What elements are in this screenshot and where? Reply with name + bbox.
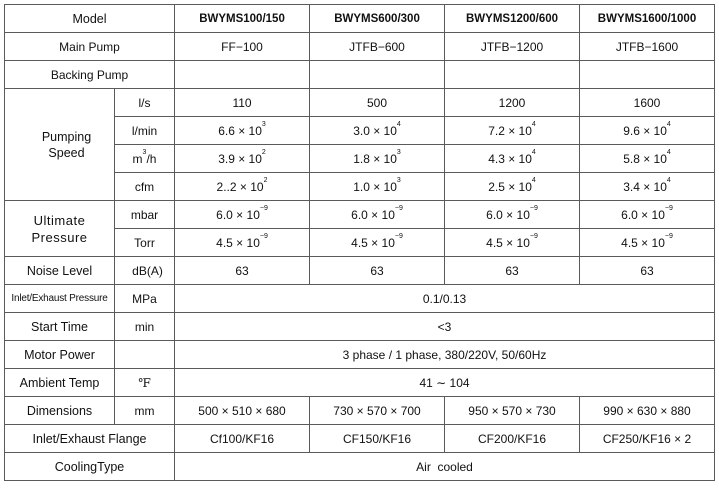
flange-value: CF200/KF16 [445,425,580,453]
pressure-value: $6.0 \times 10^{-9}$ [580,201,715,229]
inlet-exhaust-flange-row [5,425,715,453]
speed-value: $3.9 \times 10^2$ [175,145,310,173]
pumping-speed-label: Pumping Speed [5,89,115,201]
model-label: Model [5,5,175,33]
speed-value: 500 [310,89,445,117]
speed-value: $7.2 \times 10^4$ [445,117,580,145]
dimensions-value: 990 × 630 × 880 [580,397,715,425]
backing-pump-value [175,61,310,89]
speed-value: $1.0 \times 10^3$ [310,173,445,201]
flange-value: CF150/KF16 [310,425,445,453]
inlet-exhaust-pressure-label: Inlet/Exhaust Pressure [5,285,115,313]
main-pump-value: JTFB−1600 [580,33,715,61]
speed-value: 1600 [580,89,715,117]
ambient-temp-label: Ambient Temp [5,369,115,397]
ultimate-pressure-label: Ultimate Pressure [5,201,115,257]
speed-value: $3.4 \times 10^4$ [580,173,715,201]
start-time-label: Start Time [5,313,115,341]
pressure-value: $4.5 \times 10^{-9}$ [175,229,310,257]
backing-pump-label: Backing Pump [5,61,175,89]
noise-level-row [5,257,715,285]
backing-pump-value [445,61,580,89]
model-name: BWYMS600/300 [310,5,445,33]
speed-value: $2..2 \times 10^2$ [175,173,310,201]
pressure-value: $6.0 \times 10^{-9}$ [310,201,445,229]
backing-pump-value [310,61,445,89]
spec-table [4,4,715,481]
unit-label: $m^3/h$ [115,145,175,173]
inlet-exhaust-pressure-value: 0.1/0.13 [175,285,715,313]
main-pump-value: JTFB−1200 [445,33,580,61]
speed-value: $9.6 \times 10^4$ [580,117,715,145]
inlet-exhaust-pressure-row [5,285,715,313]
dimensions-value: 950 × 570 × 730 [445,397,580,425]
speed-value: 1200 [445,89,580,117]
dimensions-label: Dimensions [5,397,115,425]
noise-value: 63 [445,257,580,285]
speed-value: $1.8 \times 10^3$ [310,145,445,173]
unit-label: Torr [115,229,175,257]
unit-label: l/s [115,89,175,117]
main-pump-value: JTFB−600 [310,33,445,61]
dimensions-row [5,397,715,425]
speed-value: $6.6 \times 10^3$ [175,117,310,145]
pressure-value: $4.5 \times 10^{-9}$ [580,229,715,257]
unit-label: MPa [115,285,175,313]
speed-value: $4.3 \times 10^4$ [445,145,580,173]
start-time-value: <3 [175,313,715,341]
unit-label: l/min [115,117,175,145]
main-pump-label: Main Pump [5,33,175,61]
noise-level-label: Noise Level [5,257,115,285]
noise-value: 63 [580,257,715,285]
motor-power-row [5,341,715,369]
model-name: BWYMS100/150 [175,5,310,33]
unit-label: dB(A) [115,257,175,285]
backing-pump-row [5,61,715,89]
backing-pump-value [580,61,715,89]
unit-label: cfm [115,173,175,201]
noise-value: 63 [310,257,445,285]
noise-value: 63 [175,257,310,285]
ambient-temp-value: 41 ∼ 104 [175,369,715,397]
main-pump-value: FF−100 [175,33,310,61]
ambient-temp-row [5,369,715,397]
start-time-row [5,313,715,341]
cooling-type-label: CoolingType [5,453,175,481]
speed-value: $3.0 \times 10^4$ [310,117,445,145]
pumping-speed-row-ls [5,89,715,117]
motor-power-value: 3 phase / 1 phase, 380/220V, 50/60Hz [175,341,715,369]
speed-value: 110 [175,89,310,117]
flange-value: Cf100/KF16 [175,425,310,453]
model-name: BWYMS1200/600 [445,5,580,33]
pressure-value: $4.5 \times 10^{-9}$ [445,229,580,257]
ultimate-pressure-row-mbar [5,201,715,229]
speed-value: $2.5 \times 10^4$ [445,173,580,201]
inlet-exhaust-flange-label: Inlet/Exhaust Flange [5,425,175,453]
cooling-type-row [5,453,715,481]
unit-label: mm [115,397,175,425]
dimensions-value: 500 × 510 × 680 [175,397,310,425]
dimensions-value: 730 × 570 × 700 [310,397,445,425]
unit-label: ℉ [115,369,175,397]
model-name: BWYMS1600/1000 [580,5,715,33]
pressure-value: $4.5 \times 10^{-9}$ [310,229,445,257]
unit-label: min [115,313,175,341]
pressure-value: $6.0 \times 10^{-9}$ [445,201,580,229]
flange-value: CF250/KF16 × 2 [580,425,715,453]
cooling-type-value: Air cooled [175,453,715,481]
main-pump-row [5,33,715,61]
header-row [5,5,715,33]
unit-label [115,341,175,369]
unit-label: mbar [115,201,175,229]
pressure-value: $6.0 \times 10^{-9}$ [175,201,310,229]
motor-power-label: Motor Power [5,341,115,369]
speed-value: $5.8 \times 10^4$ [580,145,715,173]
